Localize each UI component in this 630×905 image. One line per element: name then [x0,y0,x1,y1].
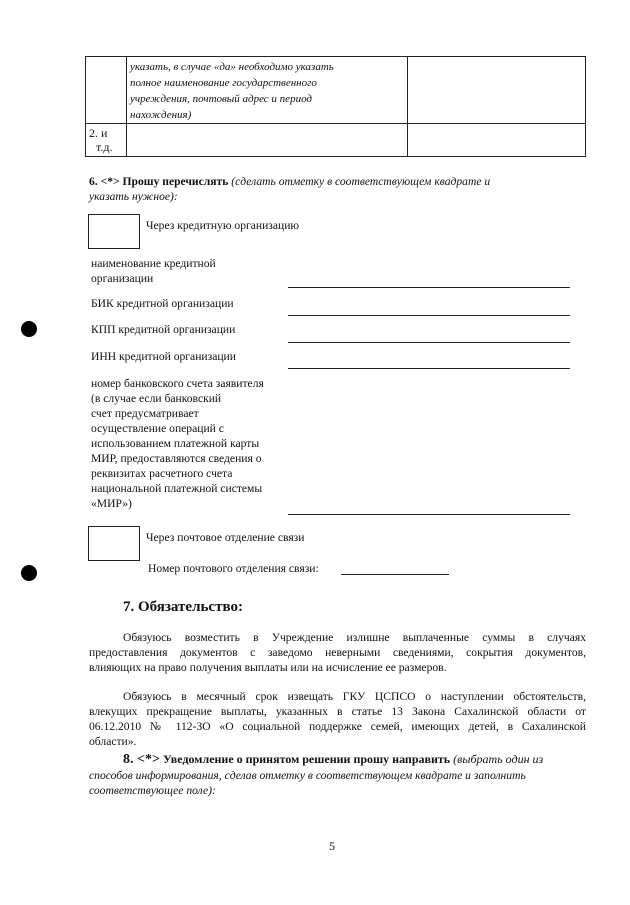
section7-para2 [89,689,586,749]
section8-number: 8. <*> [123,752,160,767]
section8-title: Уведомление о принятом решении прошу направить [162,752,451,766]
table-cell-line: нахождения) [130,109,192,121]
table-cell [86,57,127,124]
para-line: Обязуюсь возместить в Учреждение излишне выплаченные суммы в случаях [123,631,586,644]
bank-name-label-line: организации [91,272,154,285]
row-number: 2. и [89,126,108,140]
post-number-input-line[interactable] [341,574,449,575]
section8-heading [123,751,588,768]
credit-organization-checkbox[interactable] [88,214,140,249]
table-cell [127,124,408,157]
account-label-line: «МИР») [91,497,132,510]
section6-number: 6. <*> [89,175,120,188]
section8-hint-cont: способов информирования, сделав отметку в соответствующем квадрате и заполнить [89,769,526,782]
section7-para1 [89,630,586,675]
inn-label: ИНН кредитной организации [91,350,236,363]
post-number-label: Номер почтового отделения связи: [148,562,319,575]
kpp-label: КПП кредитной организации [91,323,236,336]
para-line: влекущих прекращение выплаты, указанных в статье 13 Закона Сахалинской области от [89,705,586,718]
section6-hint: (сделать отметку в соответствующем квадрате и [231,175,491,188]
section6-title: Прошу перечислять [122,175,229,188]
para-line: области». [89,735,137,748]
table-cell-line: указать, в случае «да» необходимо указать [130,61,334,73]
table-cell-line: учреждения, почтовый адрес и период [130,93,312,105]
section7-title: 7. Обязательство: [123,599,243,615]
section6-hint-cont: указать нужное): [89,190,178,203]
inn-input-line[interactable] [288,368,570,369]
bik-label: БИК кредитной организации [91,297,234,310]
para-line: предоставления документов с заведомо неверными сведениями, сокрытия документов, [89,646,586,659]
table-cell [86,124,127,157]
account-label-line: (в случае если банковский [91,392,222,405]
account-label [91,376,291,511]
hole-punch-mark [21,321,37,337]
row-number-suffix: т.д. [96,140,113,154]
account-label-line: осуществление операций с [91,422,224,435]
page-number: 5 [329,839,335,853]
continuation-table [85,56,586,157]
hole-punch-mark [21,565,37,581]
section6-heading [89,174,559,189]
bank-name-label-line: наименование кредитной [91,257,216,270]
table-cell-value[interactable] [408,124,586,157]
para-line: Обязуюсь в месячный срок извещать ГКУ ЦСПСО о наступлении обстоятельств, [123,690,586,703]
account-label-line: национальной платежной системы [91,482,263,495]
section8-hint-cont: соответствующее поле): [89,784,216,797]
section8-hint: (выбрать один из [453,752,544,766]
post-office-checkbox[interactable] [88,526,140,561]
bank-name-input-line[interactable] [288,287,570,288]
table-cell-line: полное наименование государственного [130,77,317,89]
credit-organization-label: Через кредитную организацию [146,219,300,232]
table-cell-value[interactable] [408,57,586,124]
account-label-line: реквизитах расчетного счета [91,467,233,480]
post-office-label: Через почтовое отделение связи [146,531,305,544]
account-input-line[interactable] [288,514,570,515]
para-line: влияющих на право получения выплаты или на исчисление ее размеров. [89,661,447,674]
account-label-line: использованием платежной карты [91,437,260,450]
para-line: 06.12.2010 № 112-ЗО «О социальной поддержке семей, имеющих детей, в Сахалинской [89,720,586,733]
bank-name-label [91,256,281,286]
account-label-line: счет предусматривает [91,407,199,420]
table-cell [127,57,408,124]
account-label-line: МИР, предоставляются сведения о [91,452,262,465]
account-label-line: номер банковского счета заявителя [91,377,264,390]
bik-input-line[interactable] [288,315,570,316]
kpp-input-line[interactable] [288,342,570,343]
